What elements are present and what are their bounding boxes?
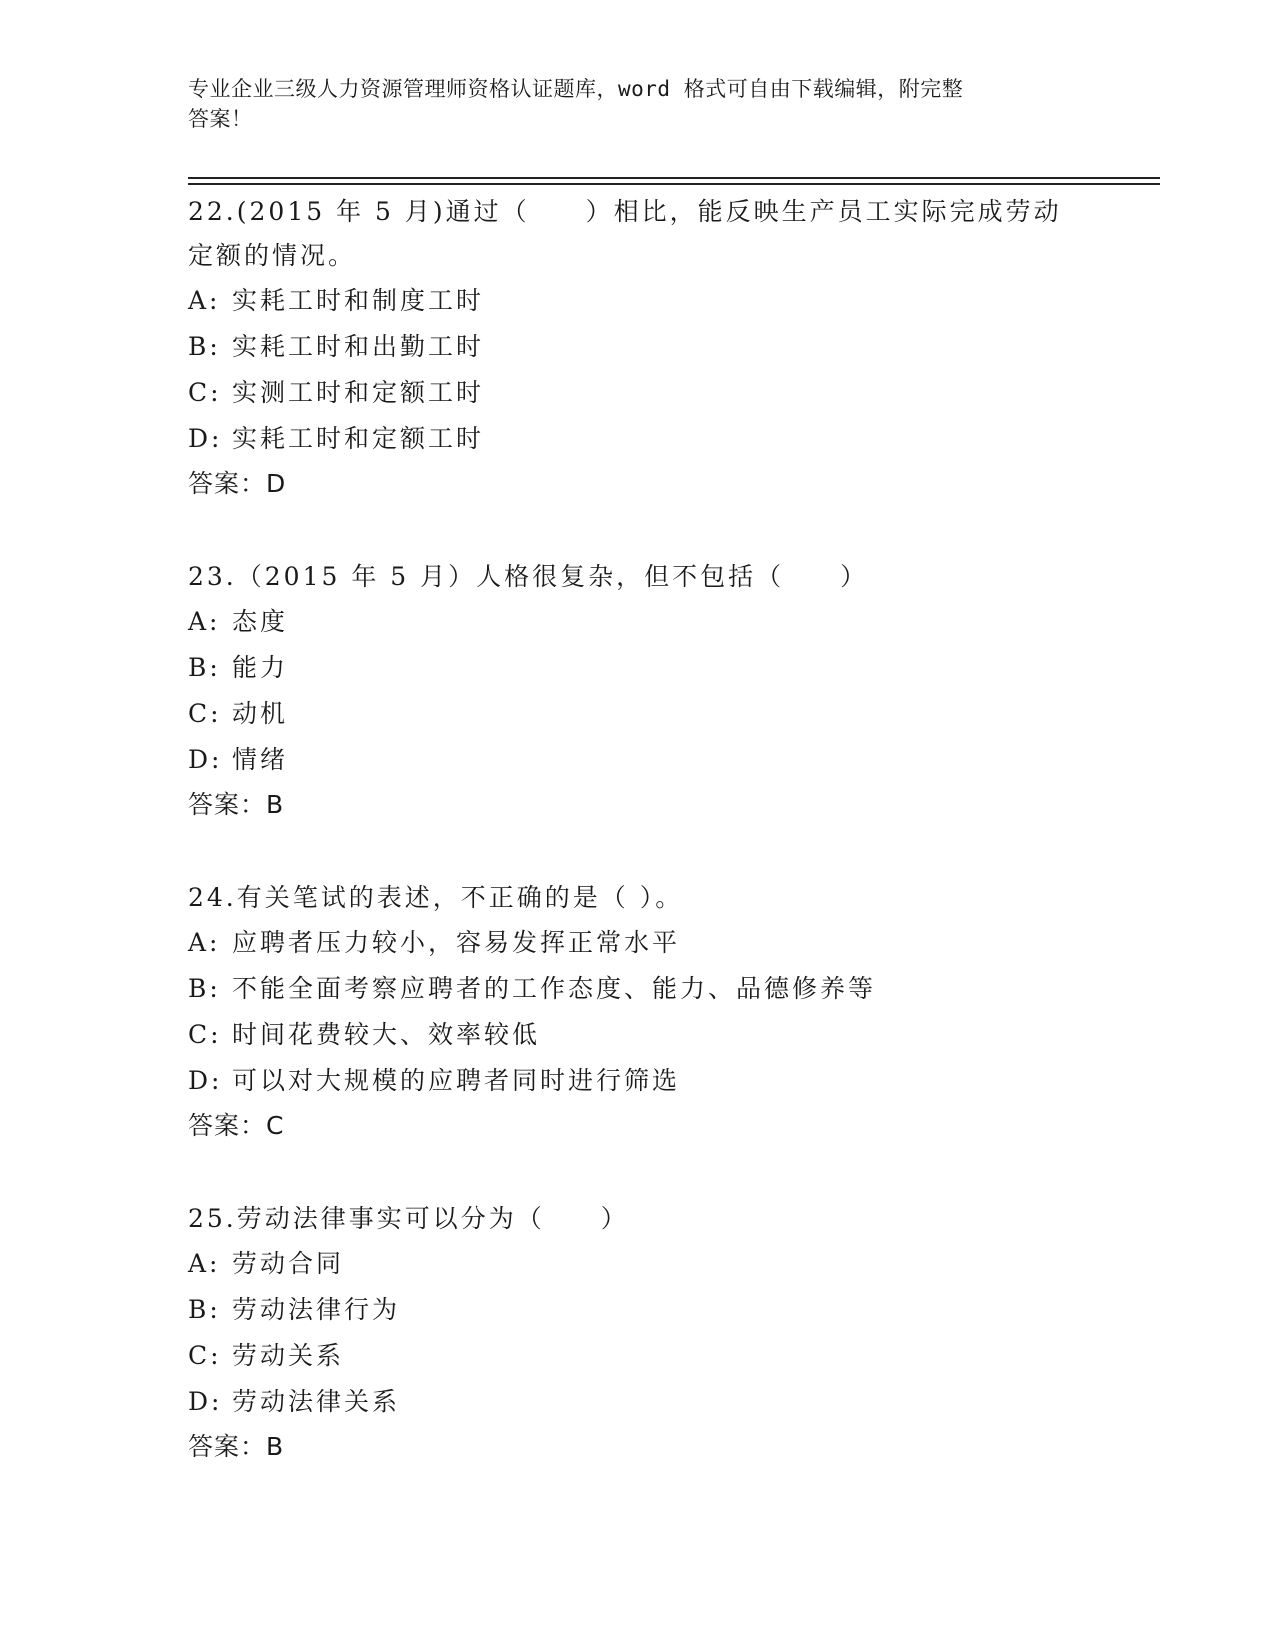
header-line-1: 专业企业三级人力资源管理师资格认证题库，word 格式可自由下载编辑，附完整: [188, 77, 964, 101]
option-a: [188, 1241, 1168, 1287]
option-text: 时间花费较大、效率较低: [232, 1020, 541, 1049]
option-b: [188, 966, 1168, 1012]
answer-text: 答案：B: [188, 790, 285, 819]
option-text: 动机: [232, 699, 289, 728]
option-letter: C:: [188, 699, 222, 728]
option-text: 劳动合同: [232, 1249, 345, 1278]
option-text: 劳动法律关系: [232, 1387, 401, 1416]
question-text: 23.（2015 年 5 月）人格很复杂，但不包括（ ）: [188, 562, 869, 591]
answer-text: 答案：B: [188, 1432, 285, 1461]
option-text: 情绪: [232, 745, 289, 774]
option-letter: A:: [188, 928, 221, 957]
question-text: 24.有关笔试的表述，不正确的是（ ）。: [188, 883, 684, 912]
question-text: 25.劳动法律事实可以分为（ ）: [188, 1204, 629, 1233]
option-letter: A:: [188, 286, 221, 315]
header-divider-top: [188, 177, 1160, 179]
option-text: 劳动关系: [232, 1341, 345, 1370]
option-letter: B:: [188, 974, 221, 1003]
option-text: 实耗工时和制度工时: [232, 286, 485, 315]
option-letter: B:: [188, 332, 221, 361]
option-text: 可以对大规模的应聘者同时进行筛选: [232, 1066, 681, 1095]
option-a: [188, 599, 1168, 645]
option-text: 实耗工时和出勤工时: [232, 332, 485, 361]
option-d: [188, 1058, 1168, 1104]
option-c: [188, 1012, 1168, 1058]
option-letter: C:: [188, 378, 222, 407]
option-a: [188, 278, 1168, 324]
option-b: [188, 324, 1168, 370]
option-c: [188, 1333, 1168, 1379]
question-25: [188, 1197, 1168, 1469]
option-c: [188, 691, 1168, 737]
option-letter: D:: [188, 1066, 223, 1095]
answer-text: 答案：D: [188, 469, 287, 498]
option-letter: D:: [188, 424, 223, 453]
option-letter: B:: [188, 653, 221, 682]
option-text: 劳动法律行为: [232, 1295, 401, 1324]
answer-text: 答案：C: [188, 1111, 285, 1140]
option-b: [188, 645, 1168, 691]
option-text: 态度: [232, 607, 289, 636]
option-a: [188, 920, 1168, 966]
question-text: 22.(2015 年 5 月)通过（ ）相比，能反映生产员工实际完成劳动定额的情况。: [188, 197, 1062, 270]
option-text: 实测工时和定额工时: [232, 378, 485, 407]
header-line-2: 答案！: [188, 107, 253, 131]
option-letter: C:: [188, 1341, 222, 1370]
option-b: [188, 1287, 1168, 1333]
header-divider-bottom: [188, 183, 1160, 185]
option-text: 能力: [232, 653, 289, 682]
question-22: [188, 190, 1168, 506]
question-23: [188, 555, 1168, 827]
option-c: [188, 370, 1168, 416]
option-d: [188, 737, 1168, 783]
question-24: [188, 876, 1168, 1148]
option-d: [188, 416, 1168, 462]
option-letter: D:: [188, 1387, 223, 1416]
option-letter: A:: [188, 607, 221, 636]
option-letter: D:: [188, 745, 223, 774]
option-text: 应聘者压力较小，容易发挥正常水平: [232, 928, 681, 957]
option-letter: C:: [188, 1020, 222, 1049]
option-d: [188, 1379, 1168, 1425]
option-text: 不能全面考察应聘者的工作态度、能力、品德修养等: [232, 974, 877, 1003]
option-letter: A:: [188, 1249, 221, 1278]
option-letter: B:: [188, 1295, 221, 1324]
question-list: [188, 190, 1168, 1518]
document-header: [188, 74, 1088, 134]
option-text: 实耗工时和定额工时: [232, 424, 485, 453]
